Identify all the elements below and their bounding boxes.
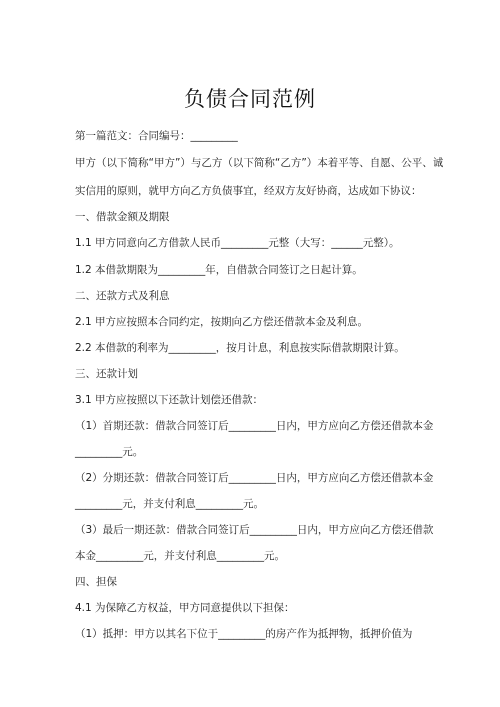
section-heading: 四、担保: [75, 576, 117, 588]
document-title: 负债合同范例: [184, 87, 316, 111]
clause-line: （1）抵押：甲方以其名下位于_________的房产作为抵押物，抵押价值为: [75, 628, 413, 640]
clause-line: 1.2 本借款期限为_________年，自借款合同签订之日起计算。: [75, 264, 363, 276]
clause-line: 1.1 甲方同意向乙方借款人民币_________元整（大写：______元整）。: [75, 237, 400, 249]
clause-line: （1）首期还款：借款合同签订后_________日内，甲方应向乙方偿还借款本金: [75, 420, 434, 432]
clause-line: 3.1 甲方应按照以下还款计划偿还借款：: [75, 394, 264, 406]
section-heading: 二、还款方式及利息: [75, 290, 170, 302]
clause-line: （2）分期还款：借款合同签订后_________日内，甲方应向乙方偿还借款本金: [75, 472, 434, 484]
clause-line: 2.2 本借款的利率为_________，按月计息，利息按实际借款期限计算。: [75, 342, 405, 354]
contract-number-line: 第一篇范文：合同编号：_________: [75, 130, 238, 142]
clause-line: 本金_________元，并支付利息_________元。: [75, 550, 285, 562]
clause-line: 4.1 为保障乙方权益，甲方同意提供以下担保：: [75, 602, 295, 614]
paragraph-line: 实信用的原则，就甲方向乙方负债事宜，经双方友好协商，达成如下协议：: [75, 185, 422, 197]
paragraph-line: 甲方（以下简称“甲方”）与乙方（以下简称“乙方”）本着平等、自愿、公平、诚: [75, 157, 444, 169]
clause-line: 2.1 甲方应按照本合同约定，按期向乙方偿还借款本金及利息。: [75, 316, 369, 328]
section-heading: 三、还款计划: [75, 368, 138, 380]
clause-line: （3）最后一期还款：借款合同签订后_________日内，甲方应向乙方偿还借款: [75, 524, 434, 536]
clause-line: _________元。: [75, 446, 144, 458]
section-heading: 一、借款金额及期限: [75, 211, 170, 223]
clause-line: _________元，并支付利息_________元。: [75, 498, 264, 510]
